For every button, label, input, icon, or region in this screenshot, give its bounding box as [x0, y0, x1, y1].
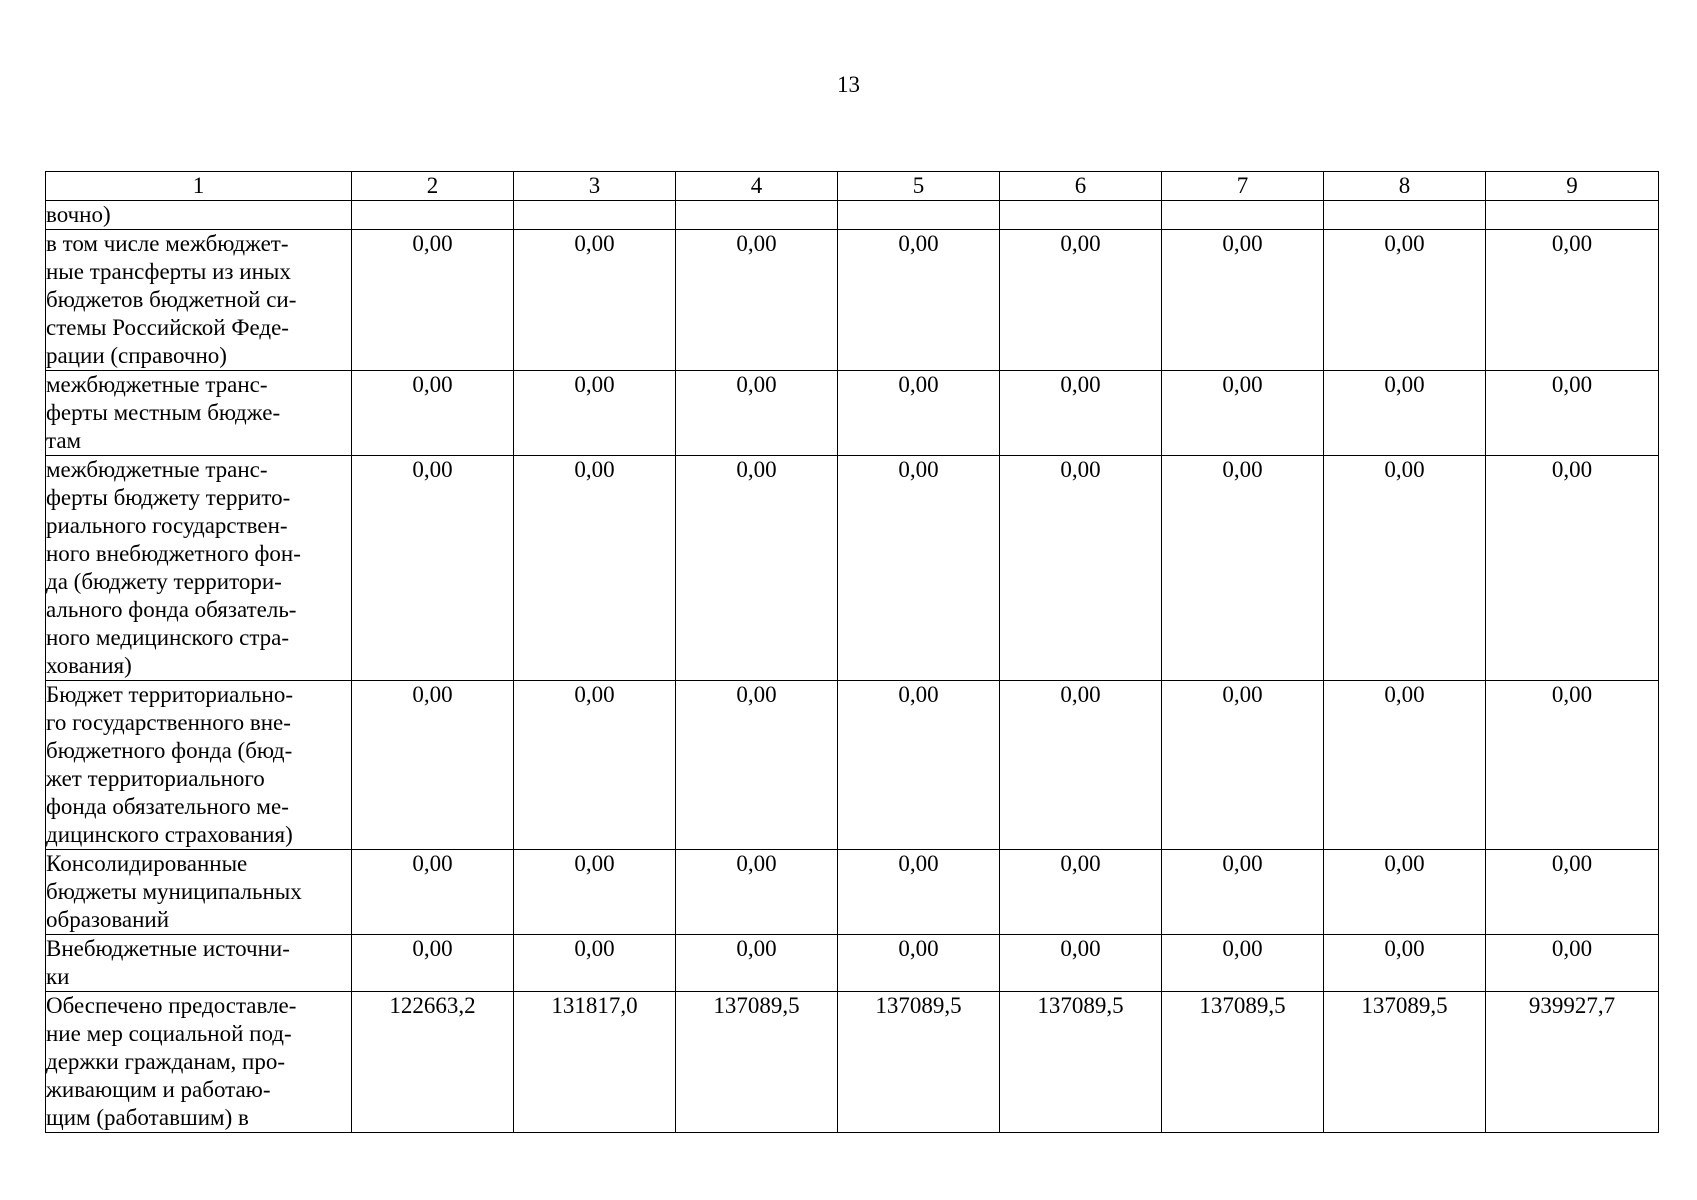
- row-label: [46, 992, 352, 1133]
- value-cell: 0,00: [676, 850, 838, 935]
- value-cell: 0,00: [1324, 850, 1486, 935]
- row-label-line: хования): [46, 653, 132, 678]
- budget-table: [45, 171, 1659, 1133]
- value-cell: 0,00: [1162, 850, 1324, 935]
- value-cell: 0,00: [352, 230, 514, 371]
- value-cell: 0,00: [838, 935, 1000, 992]
- row-label-line: в том числе межбюджет-: [46, 231, 289, 256]
- value-cell: 0,00: [676, 371, 838, 456]
- row-label-line: образований: [46, 907, 170, 932]
- row-label-line: межбюджетные транс-: [46, 372, 268, 397]
- value-cell: 131817,0: [514, 992, 676, 1133]
- value-cell: 0,00: [352, 935, 514, 992]
- table-row: [46, 935, 1659, 992]
- row-label-line: ферты бюджету террито-: [46, 485, 291, 510]
- column-header: 2: [352, 172, 514, 201]
- value-cell: 0,00: [676, 681, 838, 850]
- empty-cell: [1162, 201, 1324, 230]
- value-cell: 0,00: [1486, 371, 1659, 456]
- page-number: 13: [837, 72, 860, 97]
- value-cell: 0,00: [1162, 456, 1324, 681]
- value-cell: 0,00: [1162, 935, 1324, 992]
- value-cell: 0,00: [676, 935, 838, 992]
- table-row: [46, 371, 1659, 456]
- empty-cell: [514, 201, 676, 230]
- row-label-line: ные трансферты из иных: [46, 259, 291, 284]
- row-label-line: ферты местным бюдже-: [46, 400, 281, 425]
- empty-cell: [1324, 201, 1486, 230]
- value-cell: 137089,5: [838, 992, 1000, 1133]
- empty-cell: [352, 201, 514, 230]
- column-header: 7: [1162, 172, 1324, 201]
- value-cell: 0,00: [1162, 230, 1324, 371]
- value-cell: 0,00: [514, 935, 676, 992]
- value-cell: 0,00: [1486, 935, 1659, 992]
- row-label-line: бюджеты муниципальных: [46, 879, 302, 904]
- row-label-line: Обеспечено предоставле-: [46, 993, 297, 1018]
- column-header: 3: [514, 172, 676, 201]
- table-row: [46, 230, 1659, 371]
- row-label-line: Бюджет территориально-: [46, 682, 293, 707]
- row-label-line: межбюджетные транс-: [46, 457, 268, 482]
- value-cell: 0,00: [1000, 456, 1162, 681]
- value-cell: 0,00: [838, 456, 1000, 681]
- value-cell: 0,00: [1486, 681, 1659, 850]
- row-label: [46, 935, 352, 992]
- column-header: 9: [1486, 172, 1659, 201]
- value-cell: 0,00: [352, 456, 514, 681]
- row-label-line: Консолидированные: [46, 851, 248, 876]
- row-label: [46, 850, 352, 935]
- value-cell: 0,00: [1324, 681, 1486, 850]
- column-header: 8: [1324, 172, 1486, 201]
- table-row: [46, 681, 1659, 850]
- value-cell: 0,00: [1000, 935, 1162, 992]
- continuation-row: [46, 201, 1659, 230]
- value-cell: 0,00: [1162, 681, 1324, 850]
- row-label-line: го государственного вне-: [46, 710, 291, 735]
- column-header: 5: [838, 172, 1000, 201]
- value-cell: 0,00: [1162, 371, 1324, 456]
- row-label-line: рации (справочно): [46, 343, 227, 368]
- row-label: [46, 230, 352, 371]
- row-label-line: живающим и работаю-: [46, 1077, 271, 1102]
- empty-cell: [676, 201, 838, 230]
- column-header: 4: [676, 172, 838, 201]
- value-cell: 137089,5: [1324, 992, 1486, 1133]
- row-label-line: дицинского страхования): [46, 822, 293, 847]
- row-label-line: щим (работавшим) в: [46, 1105, 249, 1130]
- value-cell: 0,00: [1486, 230, 1659, 371]
- table-row: [46, 456, 1659, 681]
- row-label-line: фонда обязательного ме-: [46, 794, 289, 819]
- value-cell: 0,00: [514, 230, 676, 371]
- row-label-line: ние мер социальной под-: [46, 1021, 292, 1046]
- value-cell: 137089,5: [1162, 992, 1324, 1133]
- column-header: 6: [1000, 172, 1162, 201]
- value-cell: 0,00: [1486, 456, 1659, 681]
- row-label-line: Внебюджетные источни-: [46, 936, 290, 961]
- value-cell: 0,00: [1324, 371, 1486, 456]
- row-label-line: бюджетного фонда (бюд-: [46, 738, 293, 763]
- value-cell: 137089,5: [1000, 992, 1162, 1133]
- value-cell: 0,00: [1486, 850, 1659, 935]
- value-cell: 0,00: [838, 371, 1000, 456]
- value-cell: 0,00: [1000, 371, 1162, 456]
- row-label: [46, 681, 352, 850]
- row-label-line: жет территориального: [46, 766, 265, 791]
- row-label-line: ки: [46, 964, 70, 989]
- table-row: [46, 850, 1659, 935]
- value-cell: 0,00: [514, 850, 676, 935]
- row-label-line: риального государствен-: [46, 513, 288, 538]
- value-cell: 0,00: [676, 230, 838, 371]
- row-label-line: да (бюджету территори-: [46, 569, 282, 594]
- row-label: [46, 371, 352, 456]
- value-cell: 0,00: [1324, 935, 1486, 992]
- value-cell: 0,00: [1000, 230, 1162, 371]
- value-cell: 0,00: [514, 371, 676, 456]
- row-label-line: бюджетов бюджетной си-: [46, 287, 297, 312]
- value-cell: 0,00: [676, 456, 838, 681]
- value-cell: 0,00: [1324, 230, 1486, 371]
- row-label-line: ального фонда обязатель-: [46, 597, 297, 622]
- value-cell: 0,00: [1000, 850, 1162, 935]
- value-cell: 0,00: [838, 230, 1000, 371]
- value-cell: 0,00: [1000, 681, 1162, 850]
- row-label-line: стемы Российской Феде-: [46, 315, 289, 340]
- value-cell: 0,00: [352, 371, 514, 456]
- row-label: вочно): [46, 201, 352, 230]
- row-label-line: держки гражданам, про-: [46, 1049, 286, 1074]
- value-cell: 0,00: [514, 456, 676, 681]
- value-cell: 0,00: [514, 681, 676, 850]
- value-cell: 0,00: [838, 850, 1000, 935]
- value-cell: 122663,2: [352, 992, 514, 1133]
- value-cell: 0,00: [352, 850, 514, 935]
- row-label-line: ного внебюджетного фон-: [46, 541, 301, 566]
- value-cell: 939927,7: [1486, 992, 1659, 1133]
- empty-cell: [1486, 201, 1659, 230]
- empty-cell: [1000, 201, 1162, 230]
- value-cell: 0,00: [838, 681, 1000, 850]
- value-cell: 137089,5: [676, 992, 838, 1133]
- header-row: [46, 172, 1659, 201]
- row-label: [46, 456, 352, 681]
- row-label-line: ного медицинского стра-: [46, 625, 290, 650]
- column-header: 1: [46, 172, 352, 201]
- value-cell: 0,00: [1324, 456, 1486, 681]
- table-row: [46, 992, 1659, 1133]
- empty-cell: [838, 201, 1000, 230]
- value-cell: 0,00: [352, 681, 514, 850]
- row-label-line: там: [46, 428, 82, 453]
